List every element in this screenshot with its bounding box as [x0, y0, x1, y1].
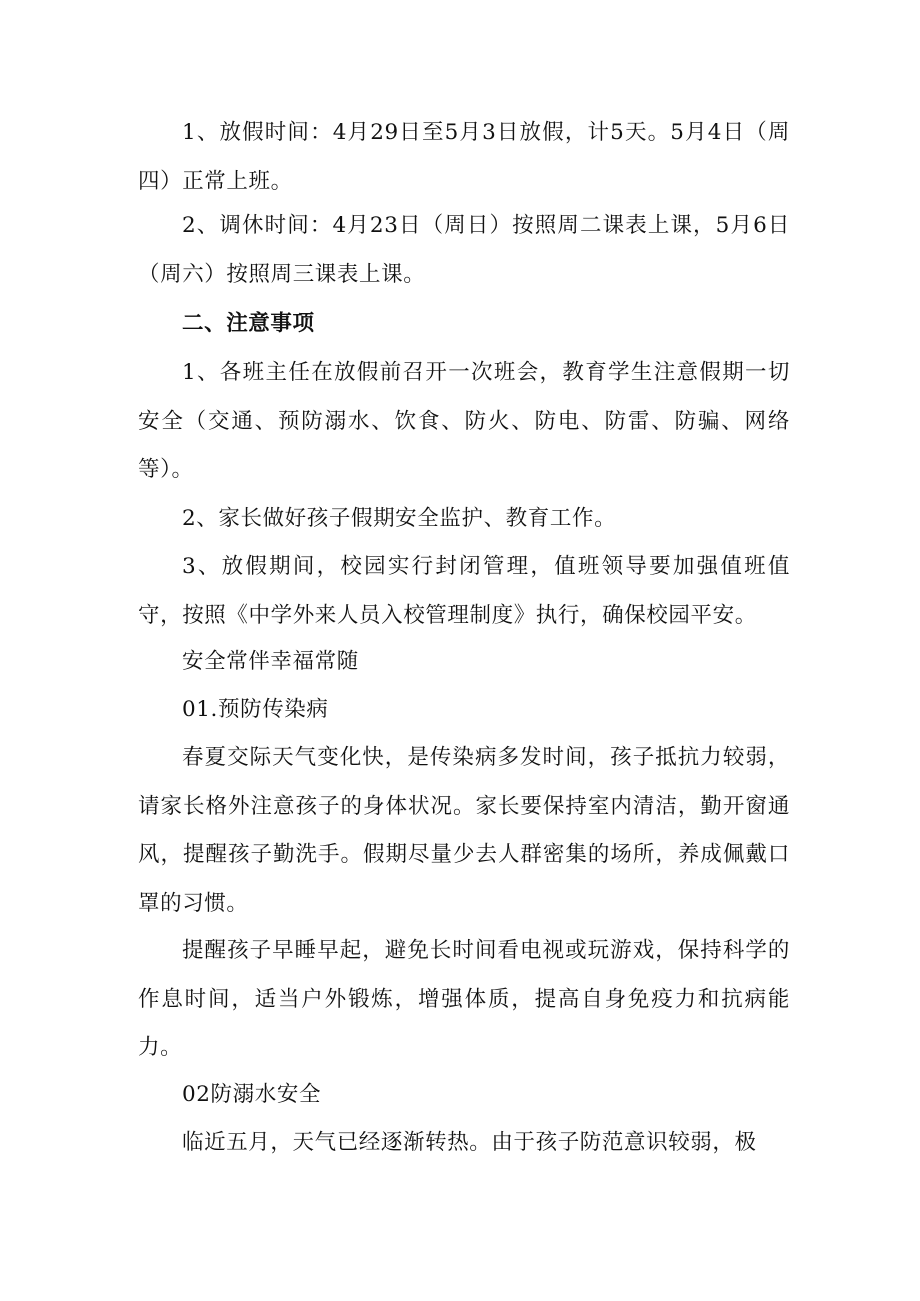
paragraph-class-meeting: 1、各班主任在放假前召开一次班会，教育学生注意假期一切安全（交通、预防溺水、饮食、防火、防电、防雷、防骗、网络等）。 [138, 360, 790, 482]
section-heading-notes: 二、注意事项 [182, 311, 315, 336]
paragraph-campus-closure: 3、放假期间，校园实行封闭管理，值班领导要加强值班值守，按照《中学外来人员入校管理制度》执行，确保校园平安。 [138, 554, 790, 628]
paragraph-safety-slogan: 安全常伴幸福常随 [182, 649, 359, 674]
subheading-infectious-disease: 01.预防传染病 [182, 697, 329, 722]
subheading-drowning-safety: 02防溺水安全 [182, 1082, 322, 1107]
paragraph-makeup-schedule: 2、调休时间：4月23日（周日）按照周二课表上课，5月6日（周六）按照周三课表上课。 [138, 213, 790, 287]
paragraph-parent-supervision: 2、家长做好孩子假期安全监护、教育工作。 [182, 506, 617, 531]
paragraph-holiday-time: 1、放假时间：4月29日至5月3日放假，计5天。5月4日（周四）正常上班。 [138, 120, 790, 194]
paragraph-healthy-routine: 提醒孩子早睡早起，避免长时间看电视或玩游戏，保持科学的作息时间，适当户外锻炼，增强体质，提高自身免疫力和抗病能力。 [138, 938, 790, 1060]
paragraph-disease-prevention: 春夏交际天气变化快，是传染病多发时间，孩子抵抗力较弱，请家长格外注意孩子的身体状况。家长要保持室内清洁，勤开窗通风，提醒孩子勤洗手。假期尽量少去人群密集的场所，养成佩戴口罩的习惯。 [138, 745, 790, 916]
paragraph-drowning-intro: 临近五月，天气已经逐渐转热。由于孩子防范意识较弱，极 [182, 1130, 757, 1155]
